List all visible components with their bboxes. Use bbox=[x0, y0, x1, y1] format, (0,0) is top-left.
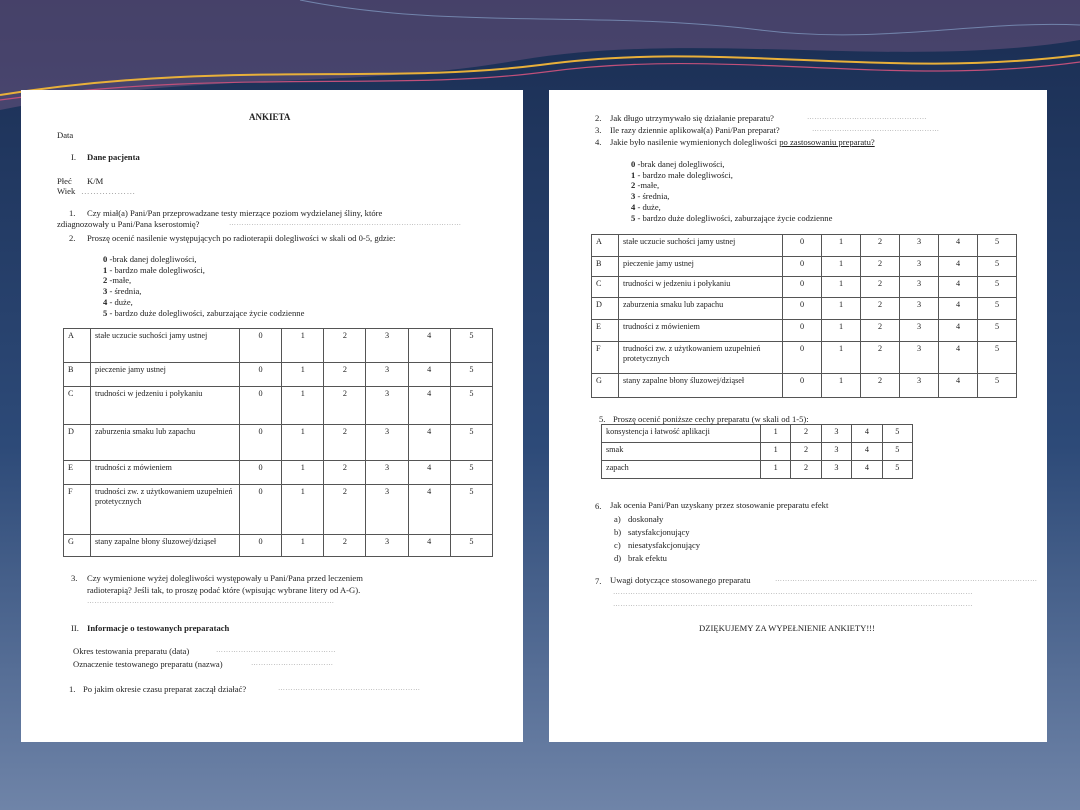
score-cell[interactable]: 3 bbox=[366, 461, 408, 485]
p2-scale-line-4: 4 - duże, bbox=[631, 201, 661, 212]
score-cell[interactable]: 0 bbox=[783, 257, 822, 277]
score-cell[interactable]: 0 bbox=[240, 485, 282, 535]
score-cell[interactable]: 4 bbox=[408, 387, 450, 425]
score-cell[interactable]: 1 bbox=[822, 374, 861, 398]
score-cell[interactable]: 1 bbox=[282, 461, 324, 485]
score-cell[interactable]: 1 bbox=[282, 425, 324, 461]
feature-label: konsystencja i łatwość aplikacji bbox=[602, 425, 761, 443]
q1b-answer-field[interactable]: ………………………………………………… bbox=[278, 684, 421, 692]
symptom-table-after bbox=[591, 234, 1017, 398]
score-cell[interactable]: 2 bbox=[791, 461, 821, 479]
score-cell[interactable]: 3 bbox=[366, 329, 408, 363]
score-cell[interactable]: 5 bbox=[978, 320, 1017, 342]
score-cell[interactable]: 5 bbox=[978, 342, 1017, 374]
score-cell[interactable]: 2 bbox=[861, 374, 900, 398]
score-cell[interactable]: 4 bbox=[939, 320, 978, 342]
scale-line-2: 2 -małe, bbox=[103, 275, 132, 286]
score-cell[interactable]: 3 bbox=[900, 342, 939, 374]
score-cell[interactable]: 0 bbox=[240, 425, 282, 461]
product-label: Oznaczenie testowanego preparatu (nazwa) bbox=[73, 659, 223, 669]
section-1-numeral: I. bbox=[71, 152, 77, 162]
survey-title: ANKIETA bbox=[249, 112, 291, 122]
score-cell[interactable]: 0 bbox=[240, 535, 282, 557]
scale-line-5: 5 - bardzo duże dolegliwości, zaburzające życie codzienne bbox=[103, 307, 305, 318]
row-letter: D bbox=[592, 298, 619, 320]
score-cell[interactable]: 4 bbox=[939, 298, 978, 320]
feature-label: zapach bbox=[602, 461, 761, 479]
score-cell[interactable]: 4 bbox=[408, 485, 450, 535]
p2-q7-answer-line3[interactable]: ……………………………………………………………………………………………………………………………… bbox=[613, 600, 973, 608]
scale-legend bbox=[103, 254, 304, 318]
score-cell[interactable]: 4 bbox=[408, 535, 450, 557]
row-symptom-label: trudności w jedzeniu i połykaniu bbox=[619, 277, 783, 298]
p2-q7-number: 7. bbox=[595, 576, 602, 586]
score-cell[interactable]: 2 bbox=[861, 257, 900, 277]
q1-answer-field[interactable]: ………………………………………………………………………………… bbox=[229, 219, 462, 227]
score-cell[interactable]: 2 bbox=[861, 235, 900, 257]
p2-q3-answer-field[interactable]: …………………………………………… bbox=[812, 125, 940, 133]
score-cell[interactable]: 3 bbox=[821, 461, 851, 479]
score-cell[interactable]: 4 bbox=[852, 425, 882, 443]
scale-line-1: 1 - bardzo małe dolegliwości, bbox=[103, 264, 205, 275]
feature-label: smak bbox=[602, 443, 761, 461]
row-symptom-label: zaburzenia smaku lub zapachu bbox=[91, 425, 240, 461]
scale-line-0: 0 -brak danej dolegliwości, bbox=[103, 254, 197, 264]
score-cell[interactable]: 2 bbox=[861, 342, 900, 374]
period-field[interactable]: ………………………………………… bbox=[216, 646, 336, 654]
q6-option-b[interactable]: b) satysfakcjonujący bbox=[614, 526, 690, 537]
score-cell[interactable]: 0 bbox=[783, 342, 822, 374]
p2-scale-line-5: 5 - bardzo duże dolegliwości, zaburzające życie codzienne bbox=[631, 212, 833, 223]
score-cell[interactable]: 5 bbox=[450, 425, 492, 461]
score-cell[interactable]: 3 bbox=[821, 443, 851, 461]
score-cell[interactable]: 3 bbox=[900, 298, 939, 320]
p2-scale-line-0: 0 -brak danej dolegliwości, bbox=[631, 159, 725, 169]
table-row bbox=[602, 425, 913, 443]
q3-number: 3. bbox=[71, 573, 78, 583]
row-symptom-label: trudności w jedzeniu i połykaniu bbox=[91, 387, 240, 425]
score-cell[interactable]: 3 bbox=[366, 387, 408, 425]
score-cell[interactable]: 3 bbox=[900, 235, 939, 257]
p2-scale-line-2: 2 -małe, bbox=[631, 180, 660, 191]
q2-text: Proszę ocenić nasilenie występujących po radioterapii dolegliwości w skali od 0-5, gdzie: bbox=[87, 233, 396, 243]
score-cell[interactable]: 1 bbox=[761, 443, 791, 461]
p2-q2-answer-field[interactable]: ………………………………………… bbox=[807, 113, 927, 121]
score-cell[interactable]: 5 bbox=[882, 425, 912, 443]
score-cell[interactable]: 5 bbox=[450, 461, 492, 485]
q6-option-c[interactable]: c) niesatysfakcjonujący bbox=[614, 539, 701, 550]
score-cell[interactable]: 1 bbox=[822, 235, 861, 257]
score-cell[interactable]: 5 bbox=[882, 443, 912, 461]
q1-text-line1: Czy miał(a) Pani/Pan przeprowadzane testy mierzące poziom wydzielanej śliny, które bbox=[87, 208, 383, 218]
q6-option-a[interactable]: a) doskonały bbox=[614, 514, 664, 524]
table-row bbox=[64, 535, 493, 557]
score-cell[interactable]: 1 bbox=[822, 320, 861, 342]
age-field[interactable]: ……………… bbox=[81, 186, 136, 196]
row-symptom-label: trudności z mówieniem bbox=[91, 461, 240, 485]
table-row bbox=[64, 461, 493, 485]
score-cell[interactable]: 4 bbox=[939, 235, 978, 257]
row-letter: F bbox=[64, 485, 91, 535]
score-cell[interactable]: 2 bbox=[324, 535, 366, 557]
row-letter: E bbox=[592, 320, 619, 342]
row-letter: A bbox=[592, 235, 619, 257]
table-row bbox=[602, 443, 913, 461]
table-row bbox=[592, 298, 1017, 320]
score-cell[interactable]: 5 bbox=[450, 535, 492, 557]
score-cell[interactable]: 0 bbox=[783, 277, 822, 298]
score-cell[interactable]: 3 bbox=[900, 374, 939, 398]
row-symptom-label: trudności zw. z użytkowaniem uzupełnień protetycznych bbox=[91, 485, 240, 535]
table-row bbox=[64, 329, 493, 363]
score-cell[interactable]: 2 bbox=[861, 298, 900, 320]
p2-q4-number: 4. bbox=[595, 137, 602, 147]
symptom-table-before bbox=[63, 328, 493, 557]
score-cell[interactable]: 5 bbox=[978, 235, 1017, 257]
p2-q2-number: 2. bbox=[595, 113, 602, 123]
score-cell[interactable]: 2 bbox=[324, 425, 366, 461]
score-cell[interactable]: 1 bbox=[822, 298, 861, 320]
p2-q4-text: Jakie było nasilenie wymienionych dolegliwości po zastosowaniu preparatu? bbox=[610, 137, 875, 147]
score-cell[interactable]: 2 bbox=[861, 320, 900, 342]
p2-q4-underlined: po zastosowaniu preparatu? bbox=[779, 137, 875, 147]
p2-scale-line-1: 1 - bardzo małe dolegliwości, bbox=[631, 169, 733, 180]
score-cell[interactable]: 2 bbox=[791, 425, 821, 443]
date-label: Data bbox=[57, 130, 74, 140]
product-field[interactable]: …………………………… bbox=[251, 659, 334, 667]
p2-scale-line-3: 3 - średnia, bbox=[631, 191, 670, 202]
row-symptom-label: pieczenie jamy ustnej bbox=[91, 363, 240, 387]
q1-text-line2: zdiagnozowały u Pani/Pana kserostomię? bbox=[57, 219, 200, 229]
table-row bbox=[592, 277, 1017, 298]
thank-you-text: DZIĘKUJEMY ZA WYPEŁNIENIE ANKIETY!!! bbox=[699, 623, 875, 633]
score-cell[interactable]: 5 bbox=[450, 329, 492, 363]
p2-q7-answer-line2[interactable]: ……………………………………………………………………………………………………………………………… bbox=[613, 588, 973, 596]
score-cell[interactable]: 5 bbox=[882, 461, 912, 479]
row-symptom-label: stany zapalne błony śluzowej/dziąseł bbox=[619, 374, 783, 398]
score-cell[interactable]: 0 bbox=[783, 374, 822, 398]
row-letter: C bbox=[64, 387, 91, 425]
q3-text-line2: radioterapią? Jeśli tak, to proszę podać które (wpisując wybrane litery od A-G). bbox=[87, 585, 361, 595]
table-row bbox=[64, 425, 493, 461]
row-letter: C bbox=[592, 277, 619, 298]
score-cell[interactable]: 1 bbox=[822, 277, 861, 298]
score-cell[interactable]: 1 bbox=[282, 363, 324, 387]
scale-line-4: 4 - duże, bbox=[103, 296, 133, 307]
score-cell[interactable]: 4 bbox=[939, 342, 978, 374]
sex-value: K/M bbox=[87, 176, 104, 186]
p2-q6-number: 6. bbox=[595, 501, 602, 511]
row-letter: A bbox=[64, 329, 91, 363]
table-row bbox=[592, 320, 1017, 342]
section-2-numeral: II. bbox=[71, 623, 79, 633]
score-cell[interactable]: 2 bbox=[861, 277, 900, 298]
row-symptom-label: stany zapalne błony śluzowej/dziąseł bbox=[91, 535, 240, 557]
score-cell[interactable]: 2 bbox=[324, 363, 366, 387]
score-cell[interactable]: 3 bbox=[900, 277, 939, 298]
feature-rating-table bbox=[601, 424, 913, 479]
p2-q5-text: Proszę ocenić poniższe cechy preparatu (w skali od 1-5): bbox=[613, 414, 809, 424]
row-letter: E bbox=[64, 461, 91, 485]
p2-q3-number: 3. bbox=[595, 125, 602, 135]
q2-number: 2. bbox=[69, 233, 76, 243]
row-letter: G bbox=[592, 374, 619, 398]
row-letter: D bbox=[64, 425, 91, 461]
score-cell[interactable]: 4 bbox=[852, 443, 882, 461]
table-row bbox=[592, 374, 1017, 398]
score-cell[interactable]: 1 bbox=[761, 461, 791, 479]
score-cell[interactable]: 5 bbox=[978, 277, 1017, 298]
score-cell[interactable]: 4 bbox=[408, 329, 450, 363]
score-cell[interactable]: 5 bbox=[450, 363, 492, 387]
age-label: Wiek bbox=[57, 186, 76, 196]
score-cell[interactable]: 4 bbox=[939, 257, 978, 277]
score-cell[interactable]: 1 bbox=[282, 535, 324, 557]
score-cell[interactable]: 3 bbox=[900, 257, 939, 277]
score-cell[interactable]: 5 bbox=[978, 298, 1017, 320]
table-row bbox=[592, 235, 1017, 257]
q1b-text: Po jakim okresie czasu preparat zaczął działać? bbox=[83, 684, 247, 694]
score-cell[interactable]: 0 bbox=[240, 387, 282, 425]
score-cell[interactable]: 2 bbox=[324, 461, 366, 485]
p2-q6-text: Jak ocenia Pani/Pan uzyskany przez stosowanie preparatu efekt bbox=[610, 500, 829, 510]
score-cell[interactable]: 5 bbox=[978, 257, 1017, 277]
score-cell[interactable]: 0 bbox=[240, 461, 282, 485]
row-letter: B bbox=[592, 257, 619, 277]
score-cell[interactable]: 5 bbox=[450, 485, 492, 535]
q3-answer-field[interactable]: ……………………………………………………………………………………… bbox=[87, 597, 335, 605]
score-cell[interactable]: 2 bbox=[324, 387, 366, 425]
score-cell[interactable]: 0 bbox=[783, 298, 822, 320]
q3-text-line1: Czy wymienione wyżej dolegliwości występowały u Pani/Pana przed leczeniem bbox=[87, 573, 363, 583]
score-cell[interactable]: 4 bbox=[408, 425, 450, 461]
score-cell[interactable]: 3 bbox=[366, 535, 408, 557]
row-letter: G bbox=[64, 535, 91, 557]
table-row bbox=[602, 461, 913, 479]
score-cell[interactable]: 3 bbox=[366, 425, 408, 461]
table-row bbox=[592, 342, 1017, 374]
score-cell[interactable]: 3 bbox=[821, 425, 851, 443]
score-cell[interactable]: 0 bbox=[783, 235, 822, 257]
p2-q3-text: Ile razy dziennie aplikował(a) Pani/Pan preparat? bbox=[610, 125, 780, 135]
score-cell[interactable]: 3 bbox=[366, 363, 408, 387]
p2-scale-legend bbox=[631, 159, 832, 223]
row-symptom-label: pieczenie jamy ustnej bbox=[619, 257, 783, 277]
score-cell[interactable]: 4 bbox=[852, 461, 882, 479]
q1-number: 1. bbox=[69, 208, 76, 218]
table-row bbox=[64, 387, 493, 425]
score-cell[interactable]: 1 bbox=[282, 485, 324, 535]
score-cell[interactable]: 2 bbox=[324, 329, 366, 363]
score-cell[interactable]: 1 bbox=[282, 329, 324, 363]
score-cell[interactable]: 3 bbox=[366, 485, 408, 535]
table-row bbox=[592, 257, 1017, 277]
row-letter: B bbox=[64, 363, 91, 387]
p2-q7-text: Uwagi dotyczące stosowanego preparatu bbox=[610, 575, 751, 585]
score-cell[interactable]: 1 bbox=[822, 342, 861, 374]
section-2-title: Informacje o testowanych preparatach bbox=[87, 623, 230, 633]
row-symptom-label: trudności zw. z użytkowaniem uzupełnień protetycznych bbox=[619, 342, 783, 374]
score-cell[interactable]: 4 bbox=[408, 363, 450, 387]
p2-q7-answer-line1[interactable]: …………………………………………………………………………………………… bbox=[775, 575, 1038, 583]
score-cell[interactable]: 0 bbox=[240, 329, 282, 363]
score-cell[interactable]: 4 bbox=[939, 374, 978, 398]
p2-q6-options bbox=[614, 513, 700, 565]
q1b-number: 1. bbox=[69, 684, 76, 694]
row-symptom-label: trudności z mówieniem bbox=[619, 320, 783, 342]
score-cell[interactable]: 1 bbox=[282, 387, 324, 425]
score-cell[interactable]: 4 bbox=[408, 461, 450, 485]
sex-label: Płeć bbox=[57, 176, 72, 186]
p2-q5-number: 5. bbox=[599, 414, 606, 424]
score-cell[interactable]: 1 bbox=[761, 425, 791, 443]
score-cell[interactable]: 2 bbox=[791, 443, 821, 461]
survey-page-2 bbox=[549, 90, 1047, 742]
row-letter: F bbox=[592, 342, 619, 374]
score-cell[interactable]: 5 bbox=[978, 374, 1017, 398]
survey-page-1 bbox=[21, 90, 523, 742]
row-symptom-label: zaburzenia smaku lub zapachu bbox=[619, 298, 783, 320]
period-label: Okres testowania preparatu (data) bbox=[73, 646, 190, 656]
score-cell[interactable]: 2 bbox=[324, 485, 366, 535]
row-symptom-label: stałe uczucie suchości jamy ustnej bbox=[619, 235, 783, 257]
table-row bbox=[64, 485, 493, 535]
score-cell[interactable]: 4 bbox=[939, 277, 978, 298]
row-symptom-label: stałe uczucie suchości jamy ustnej bbox=[91, 329, 240, 363]
scale-line-3: 3 - średnia, bbox=[103, 286, 142, 297]
table-row bbox=[64, 363, 493, 387]
q6-option-d[interactable]: d) brak efektu bbox=[614, 552, 667, 563]
score-cell[interactable]: 1 bbox=[822, 257, 861, 277]
p2-q2-text: Jak długo utrzymywało się działanie preparatu? bbox=[610, 113, 774, 123]
score-cell[interactable]: 3 bbox=[900, 320, 939, 342]
score-cell[interactable]: 0 bbox=[240, 363, 282, 387]
score-cell[interactable]: 0 bbox=[783, 320, 822, 342]
score-cell[interactable]: 5 bbox=[450, 387, 492, 425]
section-1-title: Dane pacjenta bbox=[87, 152, 140, 162]
